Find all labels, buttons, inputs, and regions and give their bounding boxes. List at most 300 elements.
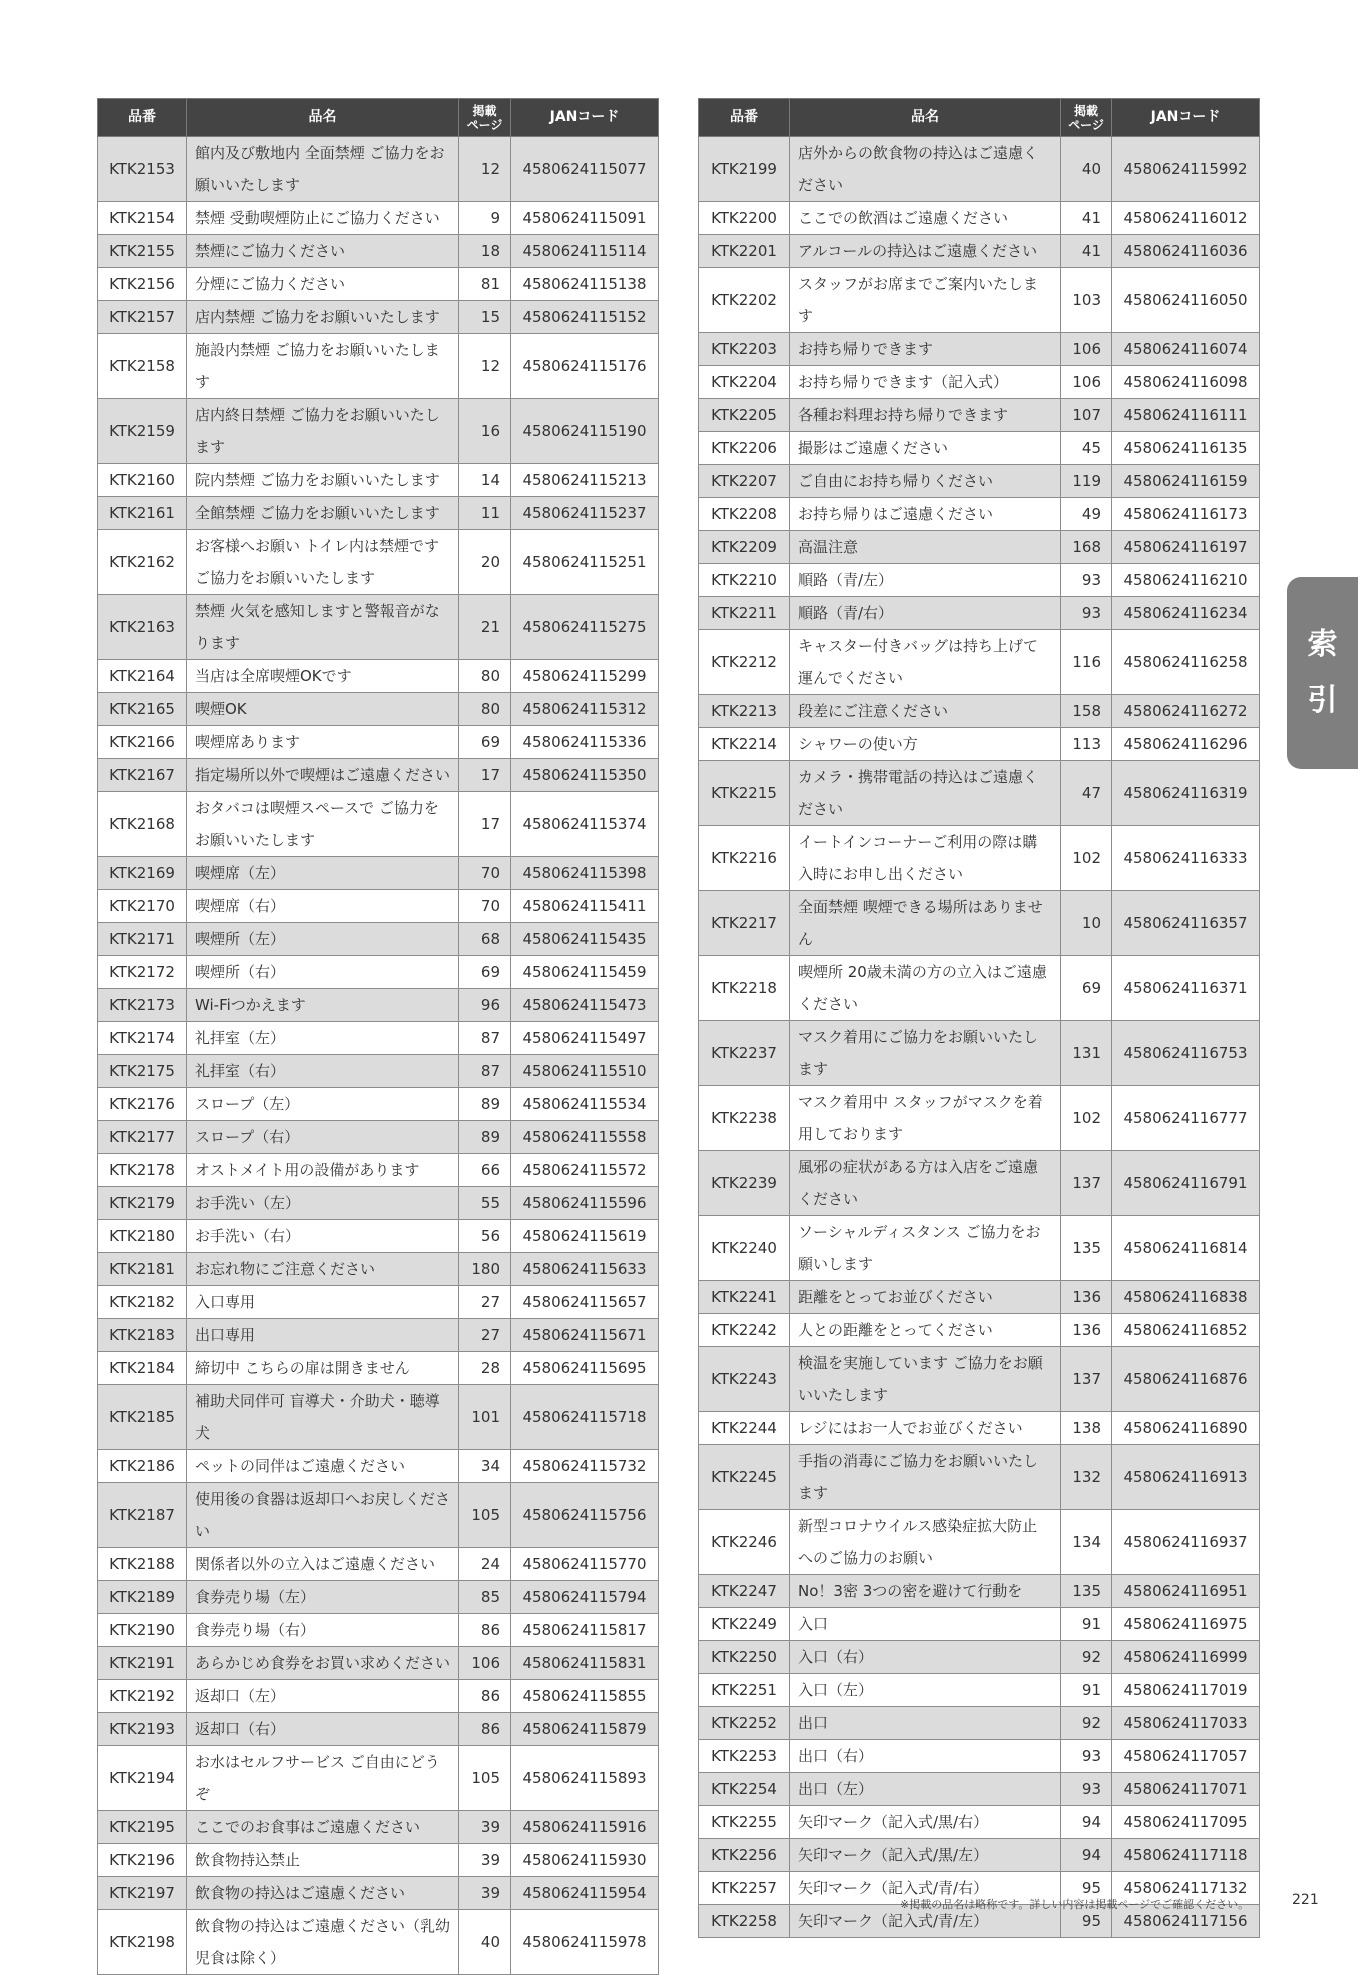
name-cell: お持ち帰りはご遠慮ください	[790, 498, 1061, 531]
table-row	[98, 1385, 659, 1450]
page-cell: 27	[459, 1319, 511, 1352]
code-cell: KTK2208	[699, 498, 790, 531]
page-cell: 101	[459, 1385, 511, 1450]
jan-cell: 4580624117132	[1112, 1872, 1260, 1905]
jan-cell: 4580624115299	[511, 660, 659, 693]
code-cell: KTK2177	[98, 1121, 187, 1154]
code-cell: KTK2250	[699, 1641, 790, 1674]
name-cell: お手洗い（右）	[187, 1220, 459, 1253]
jan-cell: 4580624115138	[511, 268, 659, 301]
jan-cell: 4580624117156	[1112, 1905, 1260, 1938]
page-cell: 39	[459, 1844, 511, 1877]
table-row	[699, 1021, 1260, 1086]
code-cell: KTK2194	[98, 1746, 187, 1811]
page-cell: 119	[1061, 465, 1112, 498]
page-cell: 70	[459, 890, 511, 923]
page-cell: 134	[1061, 1510, 1112, 1575]
page-cell: 34	[459, 1450, 511, 1483]
jan-cell: 4580624115275	[511, 595, 659, 660]
name-cell: シャワーの使い方	[790, 728, 1061, 761]
jan-cell: 4580624115411	[511, 890, 659, 923]
code-cell: KTK2186	[98, 1450, 187, 1483]
page-cell: 89	[459, 1088, 511, 1121]
table-row	[699, 137, 1260, 202]
name-cell: ソーシャルディスタンス ご協力をお願いします	[790, 1216, 1061, 1281]
code-cell: KTK2211	[699, 597, 790, 630]
code-cell: KTK2209	[699, 531, 790, 564]
jan-cell: 4580624116135	[1112, 432, 1260, 465]
jan-cell: 4580624115350	[511, 759, 659, 792]
table-row	[98, 1450, 659, 1483]
name-cell: 喫煙席（左）	[187, 857, 459, 890]
name-cell: 関係者以外の立入はご遠慮ください	[187, 1548, 459, 1581]
code-cell: KTK2206	[699, 432, 790, 465]
jan-cell: 4580624115190	[511, 399, 659, 464]
name-cell: 飲食物持込禁止	[187, 1844, 459, 1877]
name-cell: 飲食物の持込はご遠慮ください（乳幼児食は除く）	[187, 1910, 459, 1975]
page-cell: 47	[1061, 761, 1112, 826]
page-cell: 87	[459, 1022, 511, 1055]
page-cell: 106	[459, 1647, 511, 1680]
table-row	[699, 891, 1260, 956]
header-code: 品番	[98, 99, 187, 137]
jan-cell: 4580624117118	[1112, 1839, 1260, 1872]
name-cell: お持ち帰りできます	[790, 333, 1061, 366]
page-cell: 69	[459, 956, 511, 989]
table-row	[98, 1680, 659, 1713]
table-row	[699, 1707, 1260, 1740]
code-cell: KTK2237	[699, 1021, 790, 1086]
jan-cell: 4580624116814	[1112, 1216, 1260, 1281]
page-cell: 93	[1061, 1773, 1112, 1806]
table-row	[699, 531, 1260, 564]
page-cell: 41	[1061, 235, 1112, 268]
page-cell: 10	[1061, 891, 1112, 956]
page-cell: 158	[1061, 695, 1112, 728]
name-cell: 分煙にご協力ください	[187, 268, 459, 301]
code-cell: KTK2246	[699, 1510, 790, 1575]
table-row	[98, 1614, 659, 1647]
name-cell: ご自由にお持ち帰りください	[790, 465, 1061, 498]
name-cell: 施設内禁煙 ご協力をお願いいたします	[187, 334, 459, 399]
name-cell: 距離をとってお並びください	[790, 1281, 1061, 1314]
jan-cell: 4580624117095	[1112, 1806, 1260, 1839]
page-cell: 18	[459, 235, 511, 268]
jan-cell: 4580624115152	[511, 301, 659, 334]
name-cell: カメラ・携帯電話の持込はご遠慮ください	[790, 761, 1061, 826]
page-cell: 135	[1061, 1216, 1112, 1281]
code-cell: KTK2216	[699, 826, 790, 891]
code-cell: KTK2163	[98, 595, 187, 660]
table-row	[98, 1581, 659, 1614]
name-cell: 出口	[790, 1707, 1061, 1740]
table-row	[98, 1220, 659, 1253]
page-cell: 102	[1061, 1086, 1112, 1151]
page-cell: 92	[1061, 1641, 1112, 1674]
page-cell: 102	[1061, 826, 1112, 891]
name-cell: ここでのお食事はご遠慮ください	[187, 1811, 459, 1844]
table-row	[699, 956, 1260, 1021]
jan-cell: 4580624115671	[511, 1319, 659, 1352]
page-cell: 40	[459, 1910, 511, 1975]
index-table-right	[698, 98, 1260, 1938]
code-cell: KTK2157	[98, 301, 187, 334]
name-cell: 入口専用	[187, 1286, 459, 1319]
table-row	[98, 1844, 659, 1877]
code-cell: KTK2241	[699, 1281, 790, 1314]
code-cell: KTK2197	[98, 1877, 187, 1910]
tab-char: 引	[1307, 683, 1338, 718]
table-row	[98, 399, 659, 464]
table-row	[98, 1647, 659, 1680]
jan-cell: 4580624115770	[511, 1548, 659, 1581]
jan-cell: 4580624116012	[1112, 202, 1260, 235]
table-row	[699, 1151, 1260, 1216]
page-cell: 89	[459, 1121, 511, 1154]
jan-cell: 4580624116357	[1112, 891, 1260, 956]
name-cell: 指定場所以外で喫煙はご遠慮ください	[187, 759, 459, 792]
page-cell: 40	[1061, 137, 1112, 202]
table-header	[98, 99, 659, 137]
page-cell: 21	[459, 595, 511, 660]
name-cell: オストメイト用の設備があります	[187, 1154, 459, 1187]
table-row	[98, 792, 659, 857]
jan-cell: 4580624116791	[1112, 1151, 1260, 1216]
name-cell: 礼拝室（右）	[187, 1055, 459, 1088]
table-row	[98, 693, 659, 726]
page-cell: 180	[459, 1253, 511, 1286]
code-cell: KTK2184	[98, 1352, 187, 1385]
name-cell: No！3密 3つの密を避けて行動を	[790, 1575, 1061, 1608]
jan-cell: 4580624115732	[511, 1450, 659, 1483]
name-cell: 全館禁煙 ご協力をお願いいたします	[187, 497, 459, 530]
name-cell: 各種お料理お持ち帰りできます	[790, 399, 1061, 432]
table-row	[98, 956, 659, 989]
code-cell: KTK2153	[98, 137, 187, 202]
table-row	[699, 333, 1260, 366]
header-jan: JANコード	[1112, 99, 1260, 137]
jan-cell: 4580624116173	[1112, 498, 1260, 531]
jan-cell: 4580624116159	[1112, 465, 1260, 498]
page-cell: 9	[459, 202, 511, 235]
code-cell: KTK2210	[699, 564, 790, 597]
page-cell: 136	[1061, 1281, 1112, 1314]
name-cell: 撮影はご遠慮ください	[790, 432, 1061, 465]
table-row	[98, 1483, 659, 1548]
code-cell: KTK2154	[98, 202, 187, 235]
table-row	[699, 564, 1260, 597]
code-cell: KTK2253	[699, 1740, 790, 1773]
jan-cell: 4580624115916	[511, 1811, 659, 1844]
name-cell: 喫煙所（左）	[187, 923, 459, 956]
table-row	[699, 1412, 1260, 1445]
table-row	[98, 759, 659, 792]
page-cell: 27	[459, 1286, 511, 1319]
header-page: 掲載 ページ	[1061, 99, 1112, 137]
code-cell: KTK2180	[98, 1220, 187, 1253]
page-cell: 56	[459, 1220, 511, 1253]
table-row	[699, 202, 1260, 235]
jan-cell: 4580624116098	[1112, 366, 1260, 399]
jan-cell: 4580624116074	[1112, 333, 1260, 366]
name-cell: 禁煙 火気を感知しますと警報音がなります	[187, 595, 459, 660]
code-cell: KTK2172	[98, 956, 187, 989]
code-cell: KTK2238	[699, 1086, 790, 1151]
page-cell: 14	[459, 464, 511, 497]
jan-cell: 4580624115237	[511, 497, 659, 530]
table-row	[98, 1548, 659, 1581]
name-cell: マスク着用にご協力をお願いいたします	[790, 1021, 1061, 1086]
table-row	[699, 432, 1260, 465]
code-cell: KTK2166	[98, 726, 187, 759]
name-cell: 矢印マーク（記入式/青/左）	[790, 1905, 1061, 1938]
code-cell: KTK2165	[98, 693, 187, 726]
name-cell: 矢印マーク（記入式/黒/右）	[790, 1806, 1061, 1839]
jan-cell: 4580624115398	[511, 857, 659, 890]
name-cell: 風邪の症状がある方は入店をご遠慮ください	[790, 1151, 1061, 1216]
jan-cell: 4580624115657	[511, 1286, 659, 1319]
name-cell: 食券売り場（右）	[187, 1614, 459, 1647]
page-cell: 86	[459, 1713, 511, 1746]
code-cell: KTK2190	[98, 1614, 187, 1647]
jan-cell: 4580624115930	[511, 1844, 659, 1877]
code-cell: KTK2200	[699, 202, 790, 235]
jan-cell: 4580624115336	[511, 726, 659, 759]
code-cell: KTK2158	[98, 334, 187, 399]
table-row	[699, 826, 1260, 891]
code-cell: KTK2201	[699, 235, 790, 268]
code-cell: KTK2170	[98, 890, 187, 923]
jan-cell: 4580624116333	[1112, 826, 1260, 891]
jan-cell: 4580624116210	[1112, 564, 1260, 597]
table-row	[699, 366, 1260, 399]
name-cell: 順路（青/左）	[790, 564, 1061, 597]
page-cell: 103	[1061, 268, 1112, 333]
table-row	[98, 923, 659, 956]
table-row	[98, 1253, 659, 1286]
tab-char: 索	[1307, 627, 1338, 662]
code-cell: KTK2185	[98, 1385, 187, 1450]
jan-cell: 4580624115718	[511, 1385, 659, 1450]
name-cell: 喫煙席（右）	[187, 890, 459, 923]
index-side-tab[interactable]	[1287, 577, 1358, 769]
table-row	[98, 1319, 659, 1352]
page-cell: 49	[1061, 498, 1112, 531]
page-cell: 93	[1061, 1740, 1112, 1773]
table-row	[699, 1575, 1260, 1608]
code-cell: KTK2178	[98, 1154, 187, 1187]
code-cell: KTK2188	[98, 1548, 187, 1581]
name-cell: 高温注意	[790, 531, 1061, 564]
code-cell: KTK2174	[98, 1022, 187, 1055]
page-cell: 12	[459, 334, 511, 399]
code-cell: KTK2217	[699, 891, 790, 956]
jan-cell: 4580624116272	[1112, 695, 1260, 728]
jan-cell: 4580624115077	[511, 137, 659, 202]
table-row	[98, 660, 659, 693]
table-row	[98, 464, 659, 497]
name-cell: 返却口（左）	[187, 1680, 459, 1713]
name-cell: 返却口（右）	[187, 1713, 459, 1746]
name-cell: 喫煙OK	[187, 693, 459, 726]
table-row	[98, 268, 659, 301]
table-row	[98, 1187, 659, 1220]
code-cell: KTK2252	[699, 1707, 790, 1740]
table-row	[699, 1740, 1260, 1773]
table-row	[98, 1910, 659, 1975]
code-cell: KTK2167	[98, 759, 187, 792]
jan-cell: 4580624115992	[1112, 137, 1260, 202]
page-cell: 91	[1061, 1608, 1112, 1641]
page-cell: 105	[459, 1483, 511, 1548]
page-number: 221	[1292, 1892, 1319, 1908]
page-cell: 12	[459, 137, 511, 202]
name-cell: スロープ（左）	[187, 1088, 459, 1121]
jan-cell: 4580624116913	[1112, 1445, 1260, 1510]
page-cell: 87	[459, 1055, 511, 1088]
jan-cell: 4580624115114	[511, 235, 659, 268]
code-cell: KTK2204	[699, 366, 790, 399]
table-row	[699, 235, 1260, 268]
table-row	[98, 530, 659, 595]
name-cell: 入口（右）	[790, 1641, 1061, 1674]
jan-cell: 4580624115572	[511, 1154, 659, 1187]
table-row	[699, 1314, 1260, 1347]
name-cell: マスク着用中 スタッフがマスクを着用しております	[790, 1086, 1061, 1151]
name-cell: 段差にご注意ください	[790, 695, 1061, 728]
name-cell: キャスター付きバッグは持ち上げて運んでください	[790, 630, 1061, 695]
table-row	[699, 1839, 1260, 1872]
code-cell: KTK2155	[98, 235, 187, 268]
table-row	[699, 1445, 1260, 1510]
table-row	[699, 630, 1260, 695]
code-cell: KTK2242	[699, 1314, 790, 1347]
code-cell: KTK2179	[98, 1187, 187, 1220]
table-row	[98, 1877, 659, 1910]
name-cell: ここでの飲酒はご遠慮ください	[790, 202, 1061, 235]
jan-cell: 4580624116876	[1112, 1347, 1260, 1412]
name-cell: イートインコーナーご利用の際は購入時にお申し出ください	[790, 826, 1061, 891]
name-cell: 人との距離をとってください	[790, 1314, 1061, 1347]
code-cell: KTK2243	[699, 1347, 790, 1412]
name-cell: お客様へお願い トイレ内は禁煙です ご協力をお願いいたします	[187, 530, 459, 595]
jan-cell: 4580624115756	[511, 1483, 659, 1548]
jan-cell: 4580624115497	[511, 1022, 659, 1055]
page-cell: 17	[459, 792, 511, 857]
page-cell: 86	[459, 1614, 511, 1647]
table-row	[699, 399, 1260, 432]
code-cell: KTK2213	[699, 695, 790, 728]
page-cell: 80	[459, 660, 511, 693]
jan-cell: 4580624115459	[511, 956, 659, 989]
table-row	[699, 1806, 1260, 1839]
code-cell: KTK2214	[699, 728, 790, 761]
code-cell: KTK2203	[699, 333, 790, 366]
jan-cell: 4580624115695	[511, 1352, 659, 1385]
code-cell: KTK2160	[98, 464, 187, 497]
jan-cell: 4580624116753	[1112, 1021, 1260, 1086]
table-row	[98, 1088, 659, 1121]
name-cell: 矢印マーク（記入式/青/右）	[790, 1872, 1061, 1905]
page-cell: 106	[1061, 366, 1112, 399]
table-row	[699, 1773, 1260, 1806]
table-row	[98, 497, 659, 530]
code-cell: KTK2198	[98, 1910, 187, 1975]
table-row	[98, 595, 659, 660]
name-cell: スロープ（右）	[187, 1121, 459, 1154]
code-cell: KTK2215	[699, 761, 790, 826]
code-cell: KTK2247	[699, 1575, 790, 1608]
name-cell: お水はセルフサービス ご自由にどうぞ	[187, 1746, 459, 1811]
code-cell: KTK2257	[699, 1872, 790, 1905]
header-code: 品番	[699, 99, 790, 137]
code-cell: KTK2254	[699, 1773, 790, 1806]
table-row	[699, 1674, 1260, 1707]
jan-cell: 4580624115879	[511, 1713, 659, 1746]
jan-cell: 4580624115794	[511, 1581, 659, 1614]
page-cell: 86	[459, 1680, 511, 1713]
page-cell: 39	[459, 1811, 511, 1844]
table-row	[699, 728, 1260, 761]
jan-cell: 4580624116999	[1112, 1641, 1260, 1674]
page-cell: 105	[459, 1746, 511, 1811]
table-row	[98, 137, 659, 202]
name-cell: 店外からの飲食物の持込はご遠慮ください	[790, 137, 1061, 202]
jan-cell: 4580624116319	[1112, 761, 1260, 826]
code-cell: KTK2161	[98, 497, 187, 530]
jan-cell: 4580624116852	[1112, 1314, 1260, 1347]
page-cell: 137	[1061, 1347, 1112, 1412]
table-row	[699, 597, 1260, 630]
jan-cell: 4580624116371	[1112, 956, 1260, 1021]
name-cell: 禁煙にご協力ください	[187, 235, 459, 268]
header-name: 品名	[187, 99, 459, 137]
page-cell: 106	[1061, 333, 1112, 366]
jan-cell: 4580624117033	[1112, 1707, 1260, 1740]
code-cell: KTK2245	[699, 1445, 790, 1510]
jan-cell: 4580624115312	[511, 693, 659, 726]
code-cell: KTK2191	[98, 1647, 187, 1680]
code-cell: KTK2182	[98, 1286, 187, 1319]
jan-cell: 4580624115251	[511, 530, 659, 595]
jan-cell: 4580624116975	[1112, 1608, 1260, 1641]
page-cell: 24	[459, 1548, 511, 1581]
page-cell: 138	[1061, 1412, 1112, 1445]
code-cell: KTK2244	[699, 1412, 790, 1445]
page-cell: 92	[1061, 1707, 1112, 1740]
table-row	[98, 726, 659, 759]
name-cell: 喫煙所 20歳未満の方の立入はご遠慮ください	[790, 956, 1061, 1021]
code-cell: KTK2156	[98, 268, 187, 301]
name-cell: おタバコは喫煙スペースで ご協力をお願いいたします	[187, 792, 459, 857]
table-row	[98, 1746, 659, 1811]
code-cell: KTK2193	[98, 1713, 187, 1746]
table-row	[699, 1086, 1260, 1151]
table-row	[98, 1352, 659, 1385]
name-cell: アルコールの持込はご遠慮ください	[790, 235, 1061, 268]
page-cell: 39	[459, 1877, 511, 1910]
page-cell: 68	[459, 923, 511, 956]
name-cell: ペットの同伴はご遠慮ください	[187, 1450, 459, 1483]
table-row	[699, 1347, 1260, 1412]
jan-cell: 4580624115558	[511, 1121, 659, 1154]
page-cell: 94	[1061, 1806, 1112, 1839]
code-cell: KTK2195	[98, 1811, 187, 1844]
name-cell: 館内及び敷地内 全面禁煙 ご協力をお願いいたします	[187, 137, 459, 202]
name-cell: 使用後の食器は返却口へお戻しください	[187, 1483, 459, 1548]
page-cell: 69	[459, 726, 511, 759]
jan-cell: 4580624115374	[511, 792, 659, 857]
